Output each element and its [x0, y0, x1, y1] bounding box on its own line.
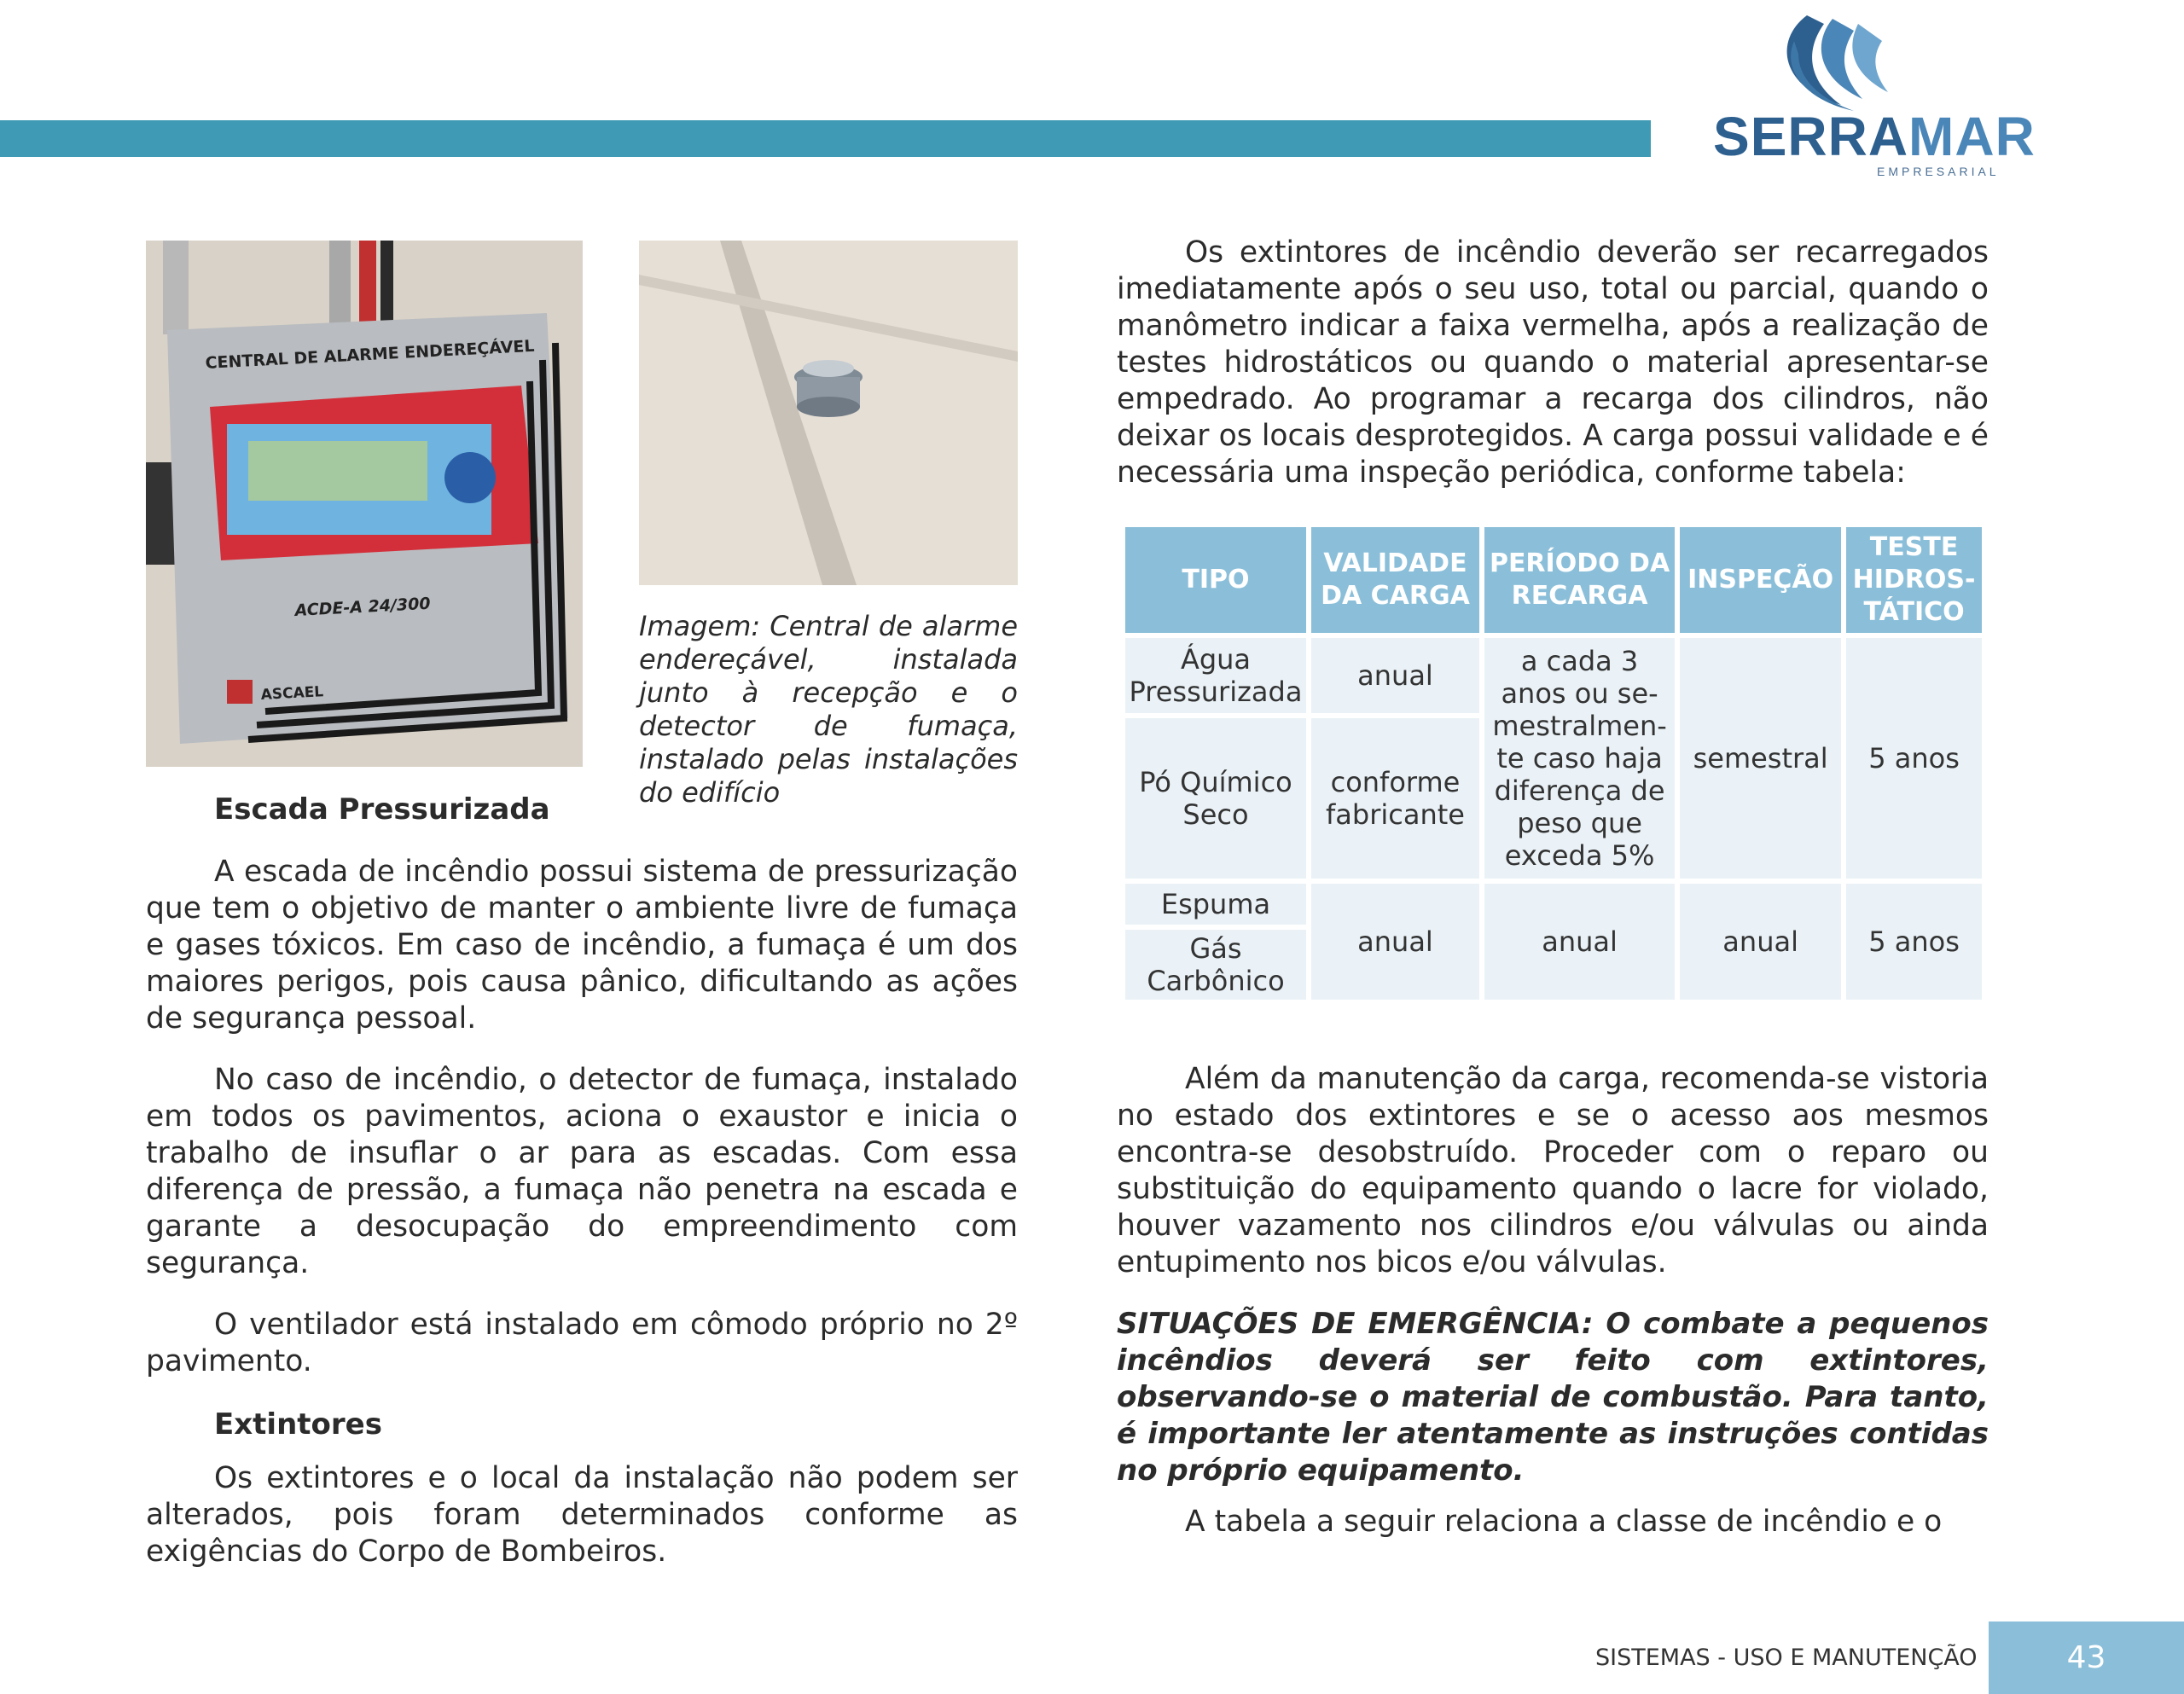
footer-section-title: SISTEMAS - USO E MANUTENÇÃO [1595, 1645, 1978, 1671]
page-number: 43 [1989, 1621, 2184, 1694]
table-cell-gas: Gás Carbônico [1125, 930, 1306, 1000]
table-cell-bottom-recarga: anual [1484, 884, 1675, 1000]
paragraph-escada-2: No caso de incêndio, o detector de fumaça, instalado em todos os pavimentos, aciona o exaustor e inicia o trabalho de insuflar o ar para as escadas. Com essa diferença de pressão, a fumaça não penetra na escada e garante a desocupação do empreendimento com segurança. [146, 1063, 1018, 1280]
panel-brand-text: ASCAEL [260, 683, 324, 704]
heading-extintores: Extintores [214, 1407, 382, 1442]
table-cell-bottom-validade: anual [1311, 884, 1479, 1000]
table-cell-espuma: Espuma [1125, 884, 1306, 925]
table-header-validade: VALIDADE DA CARGA [1311, 527, 1479, 633]
header-bar [0, 120, 1651, 157]
panel-label-text: CENTRAL DE ALARME ENDEREÇÁVEL [205, 336, 535, 373]
logo-subtitle: EMPRESARIAL [1877, 165, 2000, 178]
table-cell-teste-merged: 5 anos [1846, 638, 1982, 879]
emergency-notice: SITUAÇÕES DE EMERGÊNCIA: O combate a pequenos incêndios deverá ser feito com extintores, observando-se o material de combustão. Para tanto, é importante ler atentamente as instruções contidas no próprio equipamento. [1117, 1307, 1989, 1488]
paragraph-recarga: Os extintores de incêndio deverão ser recarregados imediatamente após o seu uso, total ou parcial, quando o manômetro indicar a faixa vermelha, após a realização de testes hidrostáticos ou quando o material apresentar-se empedrado. Ao programar a recarga dos cilindros, não deixar os locais desprotegidos. A carga possui validade e é necessária uma inspeção periódica, conforme tabela: [1117, 235, 1989, 490]
table-cell-bottom-inspecao: anual [1680, 884, 1841, 1000]
photo-caption: Imagem: Central de alarme endereçável, instalada junto à recepção e o detector de fumaça, instalado pelas instalações do edifício [639, 610, 1018, 809]
paragraph-tabela-intro: A tabela a seguir relaciona a classe de incêndio e o [1185, 1505, 1943, 1539]
table-cell-agua-validade: anual [1311, 638, 1479, 713]
paragraph-escada-1: A escada de incêndio possui sistema de pressurização que tem o objetivo de manter o ambiente livre de fumaça e gases tóxicos. Em caso de incêndio, a fumaça é um dos maiores perigos, pois causa pânico, dificultando as ações de segurança pessoal. [146, 855, 1018, 1036]
paragraph-vistoria: Além da manutenção da carga, recomenda-se vistoria no estado dos extintores e se o acesso aos mesmos encontra-se desobstruído. Proceder com o reparo ou substituição do equipamento quando o lacre for violado, houver vazamento nos cilindros e/ou válvulas ou ainda entupimento nos bicos e/ou válvulas. [1117, 1062, 1989, 1279]
table-header-inspecao: INSPEÇÃO [1680, 527, 1841, 633]
paragraph-ventilador: O ventilador está instalado em cômodo próprio no 2º pavimento. [146, 1308, 1018, 1378]
table-header-tipo: TIPO [1125, 527, 1306, 633]
panel-model-text: ACDE-A 24/300 [294, 594, 432, 620]
table-cell-inspecao-merged: semestral [1680, 638, 1841, 879]
extintores-table [1120, 522, 1987, 1005]
table-cell-agua: Água Pressurizada [1125, 638, 1306, 713]
table-header-recarga: PERÍODO DA RECARGA [1484, 527, 1675, 633]
logo-wordmark: SERRAMAR [1713, 106, 2036, 167]
alarm-panel-photo [146, 241, 583, 767]
table-cell-po: Pó Químico Seco [1125, 718, 1306, 879]
table-cell-po-validade: conforme fabricante [1311, 718, 1479, 879]
paragraph-extintores: Os extintores e o local da instalação não podem ser alterados, pois foram determinados conforme as exigências do Corpo de Bombeiros. [146, 1461, 1018, 1569]
smoke-detector-photo [639, 241, 1018, 585]
table-cell-recarga-merged: a cada 3 anos ou se-mestralmen-te caso haja diferença de peso que exceda 5% [1484, 638, 1675, 879]
table-header-teste: TESTE HIDROS-TÁTICO [1846, 527, 1982, 633]
table-cell-bottom-teste: 5 anos [1846, 884, 1982, 1000]
heading-escada: Escada Pressurizada [214, 792, 550, 827]
